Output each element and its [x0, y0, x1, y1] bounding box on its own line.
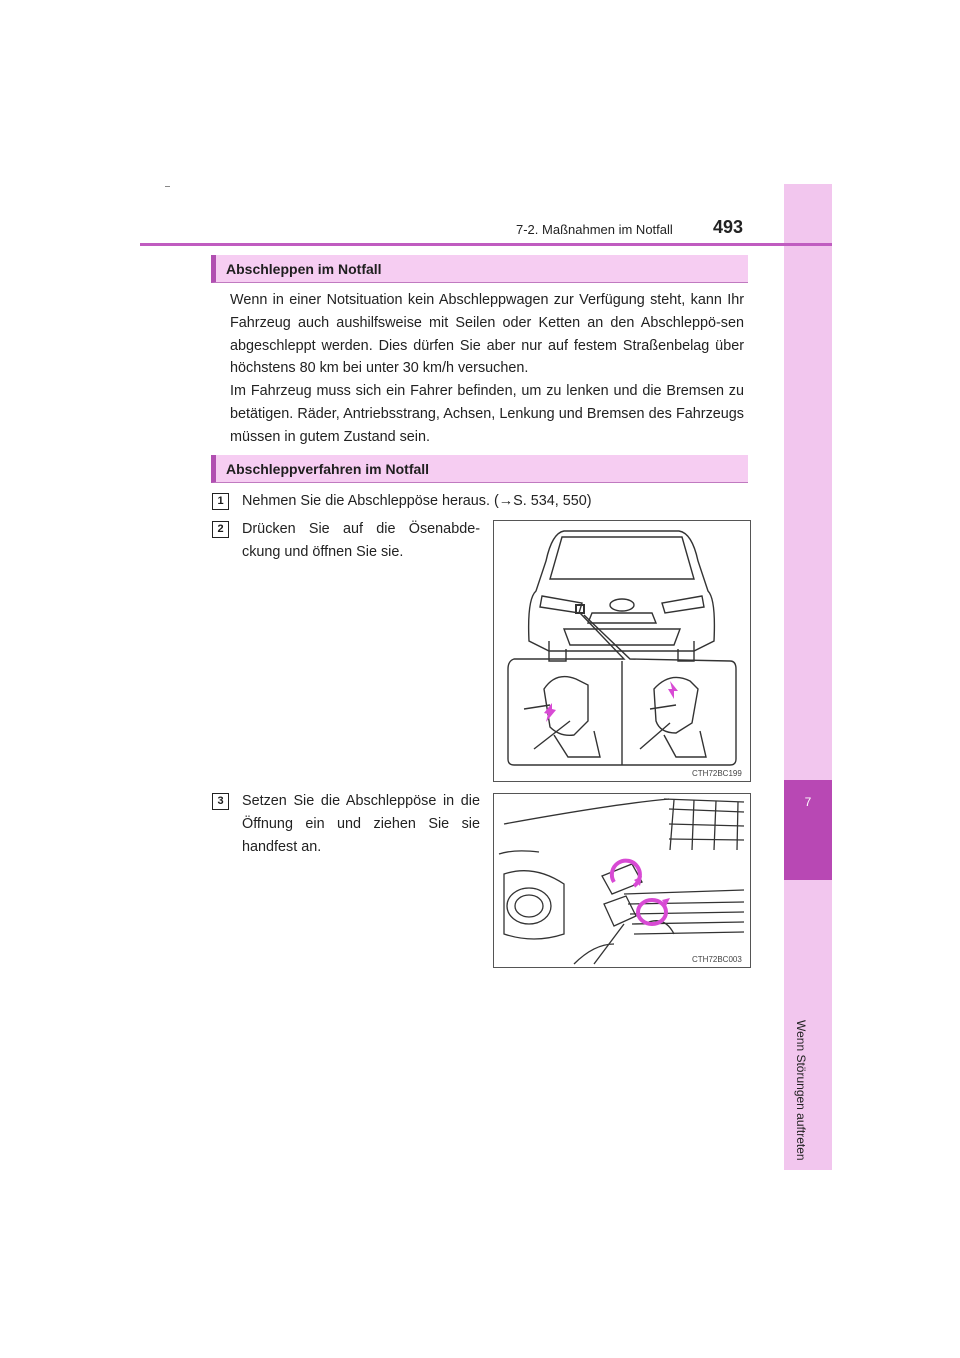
body-paragraph: Im Fahrzeug muss sich ein Fahrer befinden, um zu lenken und die Bremsen zu betätigen. Räder, Antriebsstrang, Achsen, Lenkung und Bremsen des Fahrzeugs müssen in gutem Zustand sein. — [230, 383, 744, 445]
tow-eye-installation-illustration — [494, 794, 750, 967]
step-text: Setzen Sie die Abschleppöse in die Öffnung ein und ziehen Sie sie handfest an. — [242, 793, 480, 855]
chapter-number: 7 — [804, 795, 812, 809]
car-front-illustration — [494, 521, 750, 781]
figure-tow-eye-insert — [493, 793, 751, 968]
step-number-badge: 2 — [212, 521, 229, 538]
figure-code: CTH72BC003 — [692, 955, 742, 964]
header-rule — [140, 243, 832, 246]
step-number-badge: 1 — [212, 493, 229, 510]
step-text: Nehmen Sie die Abschleppöse heraus. (→S. 534, 550) — [242, 493, 592, 509]
page-number: 493 — [713, 217, 744, 237]
section-heading: Abschleppen im Notfall — [226, 261, 382, 277]
chapter-title-vertical: Wenn Störungen auftreten — [794, 1020, 808, 1161]
running-header: 7-2. Maßnahmen im Notfall — [516, 222, 673, 237]
figure-tow-eye-cover — [493, 520, 751, 782]
body-paragraph: Wenn in einer Notsituation kein Abschleppwagen zur Verfügung steht, kann Ihr Fahrzeug auch aushilfsweise mit Seilen oder Ketten an den Abschleppö-sen abgeschleppt werden. Dies dürfen Sie aber nur auf festem Straßenbelag über höchstens 80 km bei unter 30 km/h versuchen. — [230, 292, 744, 377]
chapter-side-tab — [784, 184, 832, 1170]
step-text: Drücken Sie auf die Ösenabde-ckung und öffnen Sie sie. — [242, 521, 480, 560]
step-number-badge: 3 — [212, 793, 229, 810]
section-heading: Abschleppverfahren im Notfall — [226, 461, 430, 477]
crop-mark — [165, 186, 170, 187]
figure-code: CTH72BC199 — [692, 769, 742, 778]
